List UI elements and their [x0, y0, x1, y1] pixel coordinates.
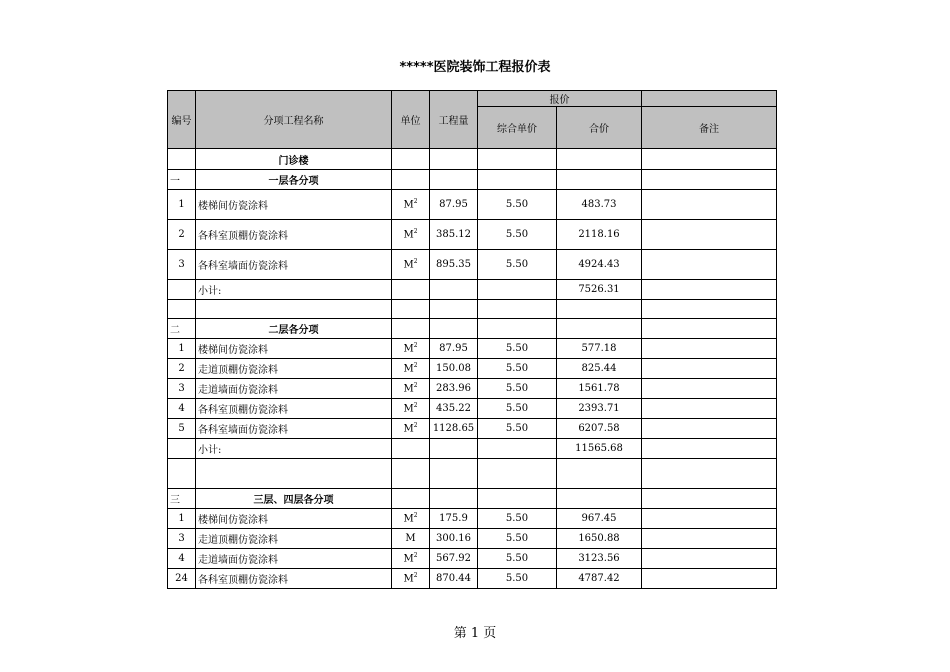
- unit-price-cell: 5.50: [478, 549, 557, 569]
- empty-cell: [478, 300, 557, 319]
- remark-cell: [642, 569, 777, 589]
- empty-cell: [168, 300, 196, 319]
- empty-cell: [642, 319, 777, 339]
- total-cell: 3123.56: [557, 549, 642, 569]
- section-row: [168, 170, 777, 190]
- header-quantity: 工程量: [430, 91, 478, 149]
- unit-superscript: 2: [413, 422, 418, 430]
- total-cell: 2393.71: [557, 399, 642, 419]
- empty-cell: [642, 489, 777, 509]
- unit-price-cell: 5.50: [478, 529, 557, 549]
- unit-price-cell: 5.50: [478, 220, 557, 250]
- row-number: 3: [168, 379, 196, 399]
- total-cell: 483.73: [557, 190, 642, 220]
- empty-cell: [642, 300, 777, 319]
- remark-cell: [642, 220, 777, 250]
- unit-price-cell: 5.50: [478, 359, 557, 379]
- remark-cell: [642, 439, 777, 459]
- quantity-cell: 283.96: [430, 379, 478, 399]
- table-row: [168, 399, 777, 419]
- total-cell: 4924.43: [557, 250, 642, 280]
- row-number: 24: [168, 569, 196, 589]
- empty-cell: [557, 459, 642, 489]
- section-name: 二层各分项: [196, 319, 392, 339]
- unit-superscript: 2: [413, 572, 418, 580]
- spacer-row: [168, 459, 777, 489]
- unit-price-cell: 5.50: [478, 569, 557, 589]
- quote-table: [167, 90, 777, 589]
- item-name: 走道墙面仿瓷涂料: [196, 379, 392, 399]
- empty-cell: [168, 280, 196, 300]
- unit-superscript: 2: [413, 382, 418, 390]
- row-number: 5: [168, 419, 196, 439]
- unit-superscript: 2: [413, 198, 418, 206]
- table-row: [168, 339, 777, 359]
- item-name: 楼梯间仿瓷涂料: [196, 190, 392, 220]
- row-number: 3: [168, 250, 196, 280]
- unit-superscript: 2: [413, 402, 418, 410]
- unit-price-cell: 5.50: [478, 250, 557, 280]
- unit-cell: $M^2$: [392, 419, 430, 439]
- item-name: 各科室顶棚仿瓷涂料: [196, 220, 392, 250]
- remark-cell: [642, 529, 777, 549]
- unit-cell: $M^2$: [392, 190, 430, 220]
- unit-cell: $M^2$: [392, 359, 430, 379]
- quantity-cell: 300.16: [430, 529, 478, 549]
- table-row: [168, 529, 777, 549]
- header-remark: 备注: [642, 107, 777, 149]
- empty-cell: [168, 439, 196, 459]
- unit-cell: $M^2$: [392, 250, 430, 280]
- header-quote-group: 报价: [478, 91, 642, 107]
- quantity-cell: 870.44: [430, 569, 478, 589]
- unit-superscript: 2: [413, 512, 418, 520]
- table-row: [168, 509, 777, 529]
- row-number: 1: [168, 190, 196, 220]
- unit-price-cell: 5.50: [478, 190, 557, 220]
- subtotal-row: [168, 280, 777, 300]
- spacer-row: [168, 300, 777, 319]
- empty-cell: [557, 489, 642, 509]
- quantity-cell: 895.35: [430, 250, 478, 280]
- empty-cell: [642, 170, 777, 190]
- item-name: 走道墙面仿瓷涂料: [196, 549, 392, 569]
- item-name: 各科室顶棚仿瓷涂料: [196, 569, 392, 589]
- table-row: [168, 359, 777, 379]
- unit-price-cell: 5.50: [478, 399, 557, 419]
- empty-cell: [430, 280, 478, 300]
- header-no: 编号: [168, 91, 196, 149]
- subtotal-row: [168, 439, 777, 459]
- total-cell: 4787.42: [557, 569, 642, 589]
- unit-price-cell: 5.50: [478, 339, 557, 359]
- table-row: [168, 220, 777, 250]
- unit-price-cell: 5.50: [478, 419, 557, 439]
- building-row: [168, 149, 777, 170]
- empty-cell: [392, 319, 430, 339]
- table-row: [168, 379, 777, 399]
- unit-cell: $M^2$: [392, 569, 430, 589]
- unit-superscript: 2: [413, 552, 418, 560]
- empty-cell: [168, 149, 196, 170]
- table-row: [168, 190, 777, 220]
- unit-price-cell: 5.50: [478, 509, 557, 529]
- total-cell: 967.45: [557, 509, 642, 529]
- empty-cell: [557, 300, 642, 319]
- unit-cell: M: [392, 529, 430, 549]
- empty-cell: [430, 149, 478, 170]
- unit-cell: $M^2$: [392, 220, 430, 250]
- row-number: 2: [168, 220, 196, 250]
- empty-cell: [478, 149, 557, 170]
- remark-cell: [642, 509, 777, 529]
- unit-cell: $M^2$: [392, 379, 430, 399]
- remark-cell: [642, 250, 777, 280]
- header-unit-price: 综合单价: [478, 107, 557, 149]
- section-row: [168, 489, 777, 509]
- item-name: 楼梯间仿瓷涂料: [196, 339, 392, 359]
- quantity-cell: 87.95: [430, 339, 478, 359]
- total-cell: 825.44: [557, 359, 642, 379]
- total-cell: 1650.88: [557, 529, 642, 549]
- row-number: 3: [168, 529, 196, 549]
- empty-cell: [642, 149, 777, 170]
- remark-cell: [642, 280, 777, 300]
- empty-cell: [196, 459, 392, 489]
- empty-cell: [478, 170, 557, 190]
- quantity-cell: 87.95: [430, 190, 478, 220]
- header-total: 合价: [557, 107, 642, 149]
- item-name: 各科室墙面仿瓷涂料: [196, 419, 392, 439]
- unit-cell: $M^2$: [392, 549, 430, 569]
- row-number: 2: [168, 359, 196, 379]
- row-number: 4: [168, 399, 196, 419]
- total-cell: 577.18: [557, 339, 642, 359]
- empty-cell: [478, 459, 557, 489]
- total-cell: 2118.16: [557, 220, 642, 250]
- section-row: [168, 319, 777, 339]
- page-footer: 第 1 页: [453, 626, 497, 641]
- empty-cell: [430, 300, 478, 319]
- empty-cell: [430, 170, 478, 190]
- remark-cell: [642, 190, 777, 220]
- remark-cell: [642, 419, 777, 439]
- unit-superscript: 2: [413, 258, 418, 266]
- empty-cell: [642, 459, 777, 489]
- quantity-cell: 567.92: [430, 549, 478, 569]
- table-row: [168, 549, 777, 569]
- empty-cell: [557, 149, 642, 170]
- subtotal-value: 7526.31: [557, 280, 642, 300]
- unit-superscript: 2: [413, 362, 418, 370]
- empty-cell: [478, 489, 557, 509]
- header-unit: 单位: [392, 91, 430, 149]
- empty-cell: [478, 280, 557, 300]
- total-cell: 1561.78: [557, 379, 642, 399]
- table-row: [168, 569, 777, 589]
- row-number: 4: [168, 549, 196, 569]
- empty-cell: [430, 439, 478, 459]
- quantity-cell: 1128.65: [430, 419, 478, 439]
- empty-cell: [196, 300, 392, 319]
- empty-cell: [392, 459, 430, 489]
- section-number: 二: [168, 319, 196, 339]
- empty-cell: [557, 170, 642, 190]
- row-number: 1: [168, 339, 196, 359]
- section-name: 三层、四层各分项: [196, 489, 392, 509]
- quantity-cell: 175.9: [430, 509, 478, 529]
- section-name: 一层各分项: [196, 170, 392, 190]
- item-name: 走道顶棚仿瓷涂料: [196, 359, 392, 379]
- table-row: [168, 250, 777, 280]
- table-row: [168, 419, 777, 439]
- remark-cell: [642, 379, 777, 399]
- empty-cell: [430, 489, 478, 509]
- empty-cell: [392, 300, 430, 319]
- header-row-top: [168, 91, 777, 107]
- subtotal-label: 小计:: [196, 439, 392, 459]
- empty-cell: [392, 439, 430, 459]
- empty-cell: [392, 170, 430, 190]
- unit-cell: $M^2$: [392, 339, 430, 359]
- empty-cell: [478, 319, 557, 339]
- empty-cell: [430, 459, 478, 489]
- empty-cell: [168, 459, 196, 489]
- unit-cell: $M^2$: [392, 399, 430, 419]
- document-title: *****医院装饰工程报价表: [399, 60, 551, 75]
- header-blank: [642, 91, 777, 107]
- building-name: 门诊楼: [196, 149, 392, 170]
- unit-superscript: 2: [413, 228, 418, 236]
- unit-cell: $M^2$: [392, 509, 430, 529]
- remark-cell: [642, 549, 777, 569]
- section-number: 一: [168, 170, 196, 190]
- subtotal-value: 11565.68: [557, 439, 642, 459]
- empty-cell: [392, 149, 430, 170]
- remark-cell: [642, 339, 777, 359]
- item-name: 各科室顶棚仿瓷涂料: [196, 399, 392, 419]
- empty-cell: [392, 489, 430, 509]
- item-name: 各科室墙面仿瓷涂料: [196, 250, 392, 280]
- subtotal-label: 小计:: [196, 280, 392, 300]
- quantity-cell: 150.08: [430, 359, 478, 379]
- quantity-cell: 385.12: [430, 220, 478, 250]
- unit-superscript: 2: [413, 342, 418, 350]
- remark-cell: [642, 359, 777, 379]
- item-name: 走道顶棚仿瓷涂料: [196, 529, 392, 549]
- item-name: 楼梯间仿瓷涂料: [196, 509, 392, 529]
- empty-cell: [557, 319, 642, 339]
- unit-price-cell: 5.50: [478, 379, 557, 399]
- total-cell: 6207.58: [557, 419, 642, 439]
- row-number: 1: [168, 509, 196, 529]
- remark-cell: [642, 399, 777, 419]
- empty-cell: [430, 319, 478, 339]
- section-number: 三: [168, 489, 196, 509]
- empty-cell: [478, 439, 557, 459]
- quantity-cell: 435.22: [430, 399, 478, 419]
- empty-cell: [392, 280, 430, 300]
- header-item-name: 分项工程名称: [196, 91, 392, 149]
